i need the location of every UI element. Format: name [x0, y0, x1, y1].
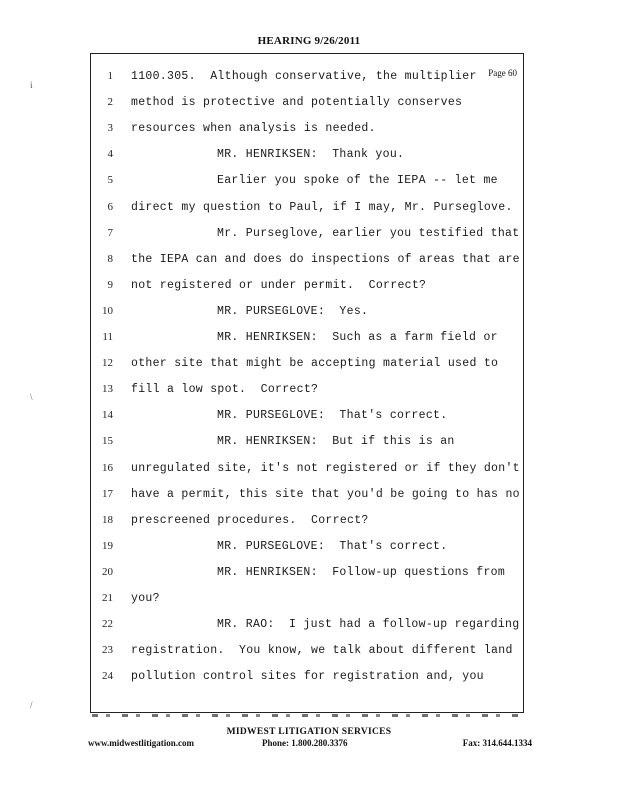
scan-artifact-strip — [92, 714, 522, 717]
transcript-line — [91, 462, 525, 488]
transcript-line — [91, 514, 525, 540]
transcript-line — [91, 148, 525, 174]
line-number: 16 — [102, 461, 113, 474]
margin-mark: i — [30, 80, 33, 90]
line-text: MR. PURSEGLOVE: Yes. — [217, 304, 369, 318]
transcript-line — [91, 670, 525, 696]
line-text: MR. HENRIKSEN: Follow-up questions from — [217, 565, 506, 579]
line-number: 2 — [107, 96, 113, 109]
line-text: 1100.305. Although conservative, the multiplier — [131, 70, 477, 83]
line-number: 15 — [102, 435, 113, 448]
line-number: 21 — [102, 592, 113, 604]
line-text: have a permit, this site that you'd be going to has no — [131, 487, 520, 501]
margin-mark: / — [30, 700, 33, 710]
line-number: 19 — [102, 539, 113, 552]
line-number: 18 — [102, 513, 113, 526]
line-number: 20 — [102, 565, 113, 578]
line-text: MR. RAO: I just had a follow-up regarding — [217, 618, 520, 632]
line-number: 9 — [107, 278, 113, 291]
transcript-line — [91, 566, 525, 592]
line-number: 23 — [102, 644, 113, 657]
line-number: 3 — [107, 122, 113, 135]
transcript-line — [91, 305, 525, 331]
transcript-line — [91, 227, 525, 253]
line-text: not registered or under permit. Correct? — [131, 278, 427, 292]
transcript-line — [91, 540, 525, 566]
transcript-line — [91, 174, 525, 200]
transcript-line — [91, 96, 525, 122]
line-text: MR. HENRIKSEN: But if this is an — [217, 435, 455, 449]
footer-website: www.midwestlitigation.com — [88, 738, 194, 748]
document-header: HEARING 9/26/2011 — [257, 35, 361, 47]
line-text: direct my question to Paul, if I may, Mr. Purseglove. — [131, 200, 513, 214]
line-text: Earlier you spoke of the IEPA -- let me — [217, 174, 498, 188]
line-text: MR. HENRIKSEN: Thank you. — [217, 148, 405, 162]
transcript-line — [91, 122, 525, 148]
line-text: method is protective and potentially conserves — [131, 96, 463, 110]
line-text: you? — [131, 592, 160, 605]
transcript-page-frame — [90, 53, 524, 713]
transcript-line — [91, 201, 525, 227]
line-text: other site that might be accepting material used to — [131, 357, 499, 371]
line-text: pollution control sites for registration and, you — [131, 670, 484, 684]
line-number: 8 — [107, 252, 113, 265]
line-number: 1 — [107, 70, 113, 82]
footer-phone: Phone: 1.800.280.3376 — [262, 738, 348, 748]
line-text: MR. PURSEGLOVE: That's correct. — [217, 409, 448, 423]
page-number: Page 60 — [488, 68, 517, 78]
transcript-line — [91, 383, 525, 409]
transcript-line — [91, 488, 525, 514]
transcript-line — [91, 70, 525, 96]
line-number: 11 — [102, 331, 113, 343]
transcript-line — [91, 644, 525, 670]
line-number: 22 — [102, 618, 113, 631]
line-text: prescreened procedures. Correct? — [131, 513, 369, 527]
line-text: registration. You know, we talk about different land — [131, 644, 513, 658]
transcript-line — [91, 357, 525, 383]
line-number: 12 — [102, 357, 113, 370]
line-number: 6 — [107, 200, 113, 213]
line-text: MR. PURSEGLOVE: That's correct. — [217, 539, 448, 553]
transcript-line — [91, 279, 525, 305]
margin-mark: \ — [30, 392, 33, 402]
line-text: Mr. Purseglove, earlier you testified that — [217, 226, 520, 240]
line-number: 5 — [107, 174, 113, 187]
line-text: MR. HENRIKSEN: Such as a farm field or — [217, 331, 498, 344]
line-text: fill a low spot. Correct? — [131, 383, 319, 397]
transcript-line — [91, 618, 525, 644]
transcript-line — [91, 253, 525, 279]
transcript-line — [91, 592, 525, 618]
transcript-line — [91, 331, 525, 357]
line-number: 14 — [102, 409, 113, 422]
transcript-line — [91, 409, 525, 435]
line-number: 24 — [102, 670, 113, 683]
footer-fax: Fax: 314.644.1334 — [462, 738, 532, 748]
line-number: 10 — [102, 304, 113, 317]
line-number: 13 — [102, 383, 113, 396]
footer-company: MIDWEST LITIGATION SERVICES — [226, 727, 392, 737]
footer-contact-row — [88, 738, 532, 752]
line-text: unregulated site, it's not registered or if they don't — [131, 461, 520, 475]
line-number: 17 — [102, 487, 113, 500]
line-text: the IEPA can and does do inspections of areas that are — [131, 252, 520, 266]
transcript-line — [91, 435, 525, 461]
line-number: 7 — [107, 226, 113, 239]
line-text: resources when analysis is needed. — [131, 122, 376, 136]
line-number: 4 — [107, 148, 113, 161]
